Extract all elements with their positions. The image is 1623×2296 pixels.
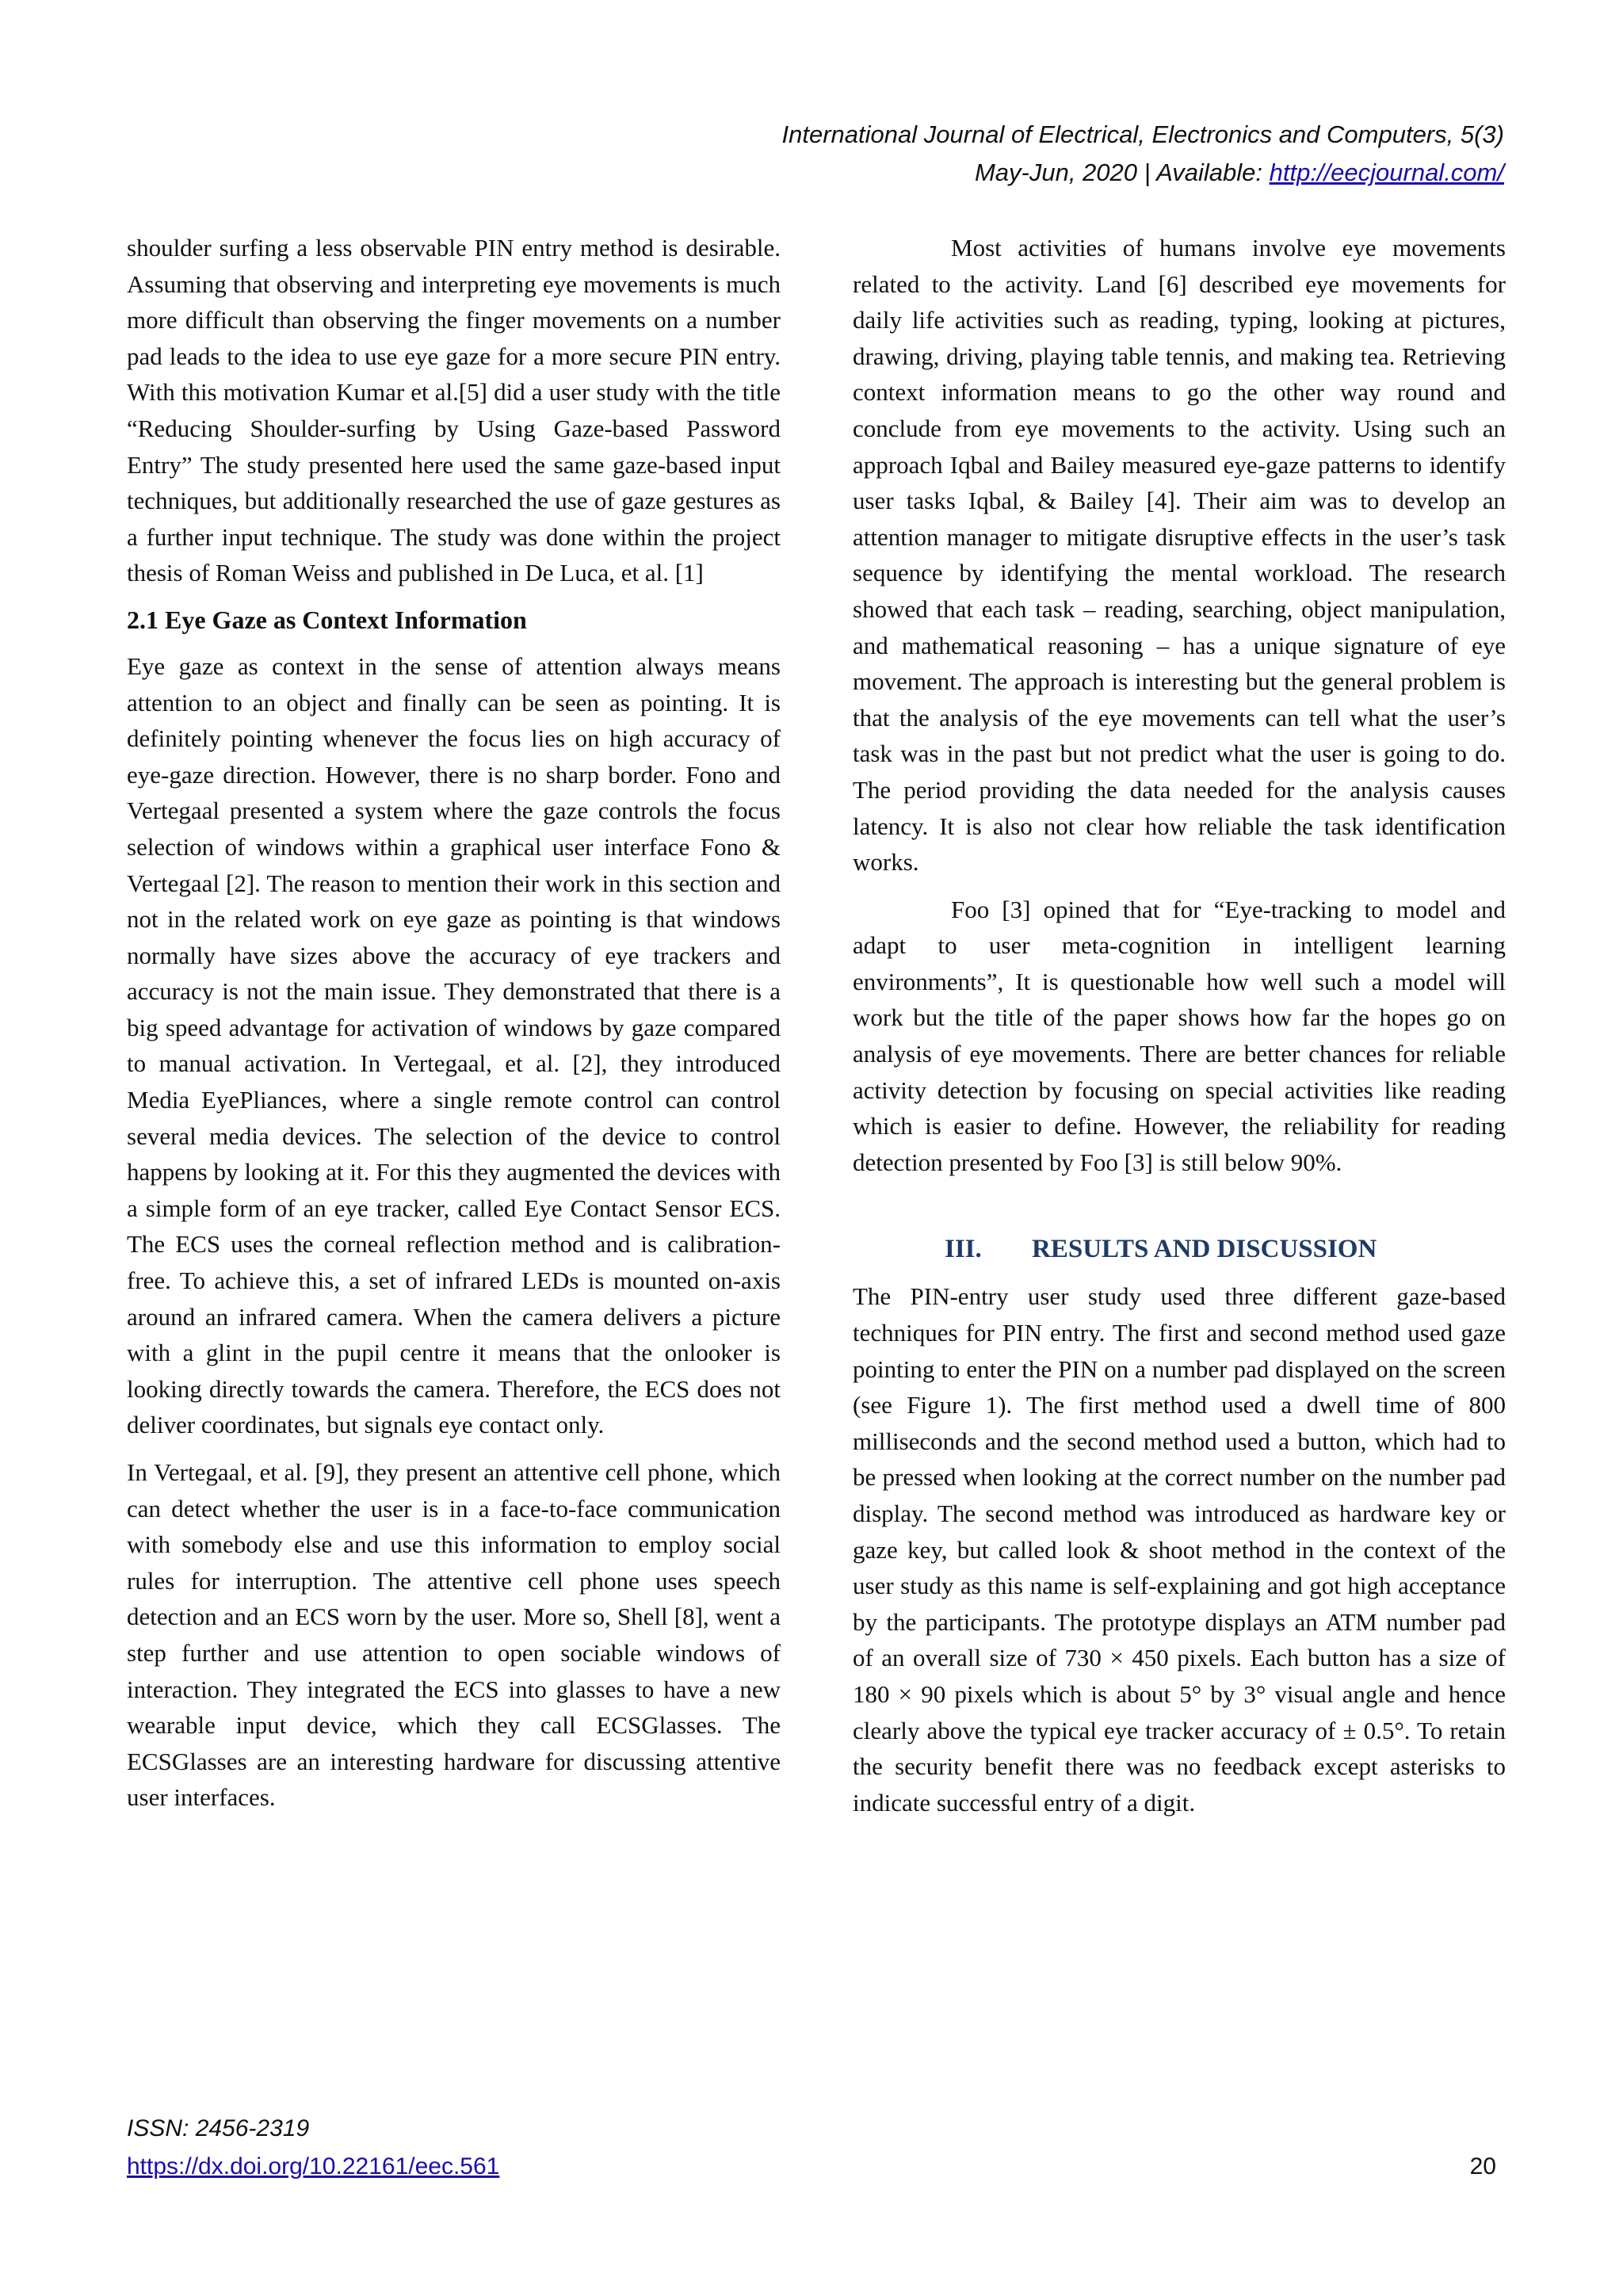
left-column — [127, 230, 781, 1827]
journal-url-link[interactable]: http://eecjournal.com/ — [1269, 159, 1504, 186]
left-paragraph-2: Eye gaze as context in the sense of attention always means attention to an object and finally can be seen as pointing. It is definitely pointing whenever the focus lies on high accuracy of eye-gaze direction. However, there is no sharp border. Fono and Vertegaal presented a system where the gaze controls the focus selection of windows within a graphical user interface Fono & Vertegaal [2]. The reason to mention their work in this section and not in the related work on eye gaze as pointing is that windows normally have sizes above the accuracy of eye trackers and accuracy is not the main issue. They demonstrated that there is a big speed advantage for activation of windows by gaze compared to manual activation. In Vertegaal, et al. [2], they introduced Media EyePliances, where a single remote control can control several media devices. The selection of the device to control happens by looking at it. For this they augmented the devices with a simple form of an eye tracker, called Eye Contact Sensor ECS. The ECS uses the corneal reflection method and is calibration-free. To achieve this, a set of infrared LEDs is mounted on-axis around an infrared camera. When the camera delivers a picture with a glint in the pupil centre it means that the onlooker is looking directly towards the camera. Therefore, the ECS does not deliver coordinates, but signals eye contact only. — [127, 651, 781, 1439]
left-paragraph-3: In Vertegaal, et al. [9], they present an attentive cell phone, which can detect whether the user is in a face-to-face communication with somebody else and use this information to employ social rules for interruption. The attentive cell phone uses speech detection and an ECS worn by the user. More so, Shell [8], went a step further and use attention to open sociable windows of interaction. They integrated the ECS into glasses to have a new wearable input device, which they call ECSGlasses. The ECSGlasses are an interesting hardware for discussing attentive user interfaces. — [127, 1458, 781, 1812]
right-paragraph-3: The PIN-entry user study used three different gaze-based techniques for PIN entry. The first and second method used gaze pointing to enter the PIN on a number pad displayed on the screen (see Figure 1). The first method used a dwell time of 800 milliseconds and the second method used a button, which had to be pressed when looking at the correct number on the number pad display. The second method was introduced as hardware key or gaze key, but called look & shoot method in the context of the user study as this name is self-explaining and got high acceptance by the participants. The prototype displays an ATM number pad of an overall size of 730 × 450 pixels. Each button has a size of 180 × 90 pixels which is about 5° by 3° visual angle and hence clearly above the typical eye tracker accuracy of ± 0.5°. To retain the security benefit there was no feedback except asterisks to indicate successful entry of a digit. — [853, 1282, 1506, 1817]
section-number: III. — [945, 1235, 982, 1264]
section-title: RESULTS AND DISCUSSION — [1032, 1235, 1377, 1264]
issn: ISSN: 2456-2319 — [127, 2115, 310, 2141]
right-paragraph-2: Foo [3] opined that for “Eye-tracking to model and adapt to user meta-cognition in intelligent learning environments”, It is questionable how well such a model will work but the title of the paper shows how far the hopes go on analysis of eye movements. There are better chances for reliable activity detection by focusing on special activities like reading which is easier to define. However, the reliability for reading detection presented by Foo [3] is still below 90%. — [853, 895, 1506, 1176]
page-footer — [127, 2110, 499, 2186]
right-column — [853, 230, 1506, 1832]
journal-title: International Journal of Electrical, Electronics and Computers, 5(3) — [781, 120, 1504, 148]
right-paragraph-1: Most activities of humans involve eye movements related to the activity. Land [6] described eye movements for daily life activities such as reading, typing, looking at pictures, drawing, driving, playing table tennis, and making tea. Retrieving context information means to go the other way round and conclude from eye movements to the activity. Using such an approach Iqbal and Bailey measured eye-gaze patterns to identify user tasks Iqbal, & Bailey [4]. Their aim was to develop an attention manager to mitigate disruptive effects in the user’s task sequence by identifying the mental workload. The research showed that each task – reading, searching, object manipulation, and mathematical reasoning – has a unique signature of eye movement. The approach is interesting but the general problem is that the analysis of the eye movements can tell what the user’s task was in the past but not predict what the user is going to do. The period providing the data needed for the analysis causes latency. It is also not clear how reliable the task identification works. — [853, 234, 1506, 877]
section-heading — [853, 1231, 1506, 1267]
doi-link[interactable]: https://dx.doi.org/10.22161/eec.561 — [127, 2153, 500, 2179]
page-header — [782, 116, 1505, 192]
subsection-heading: 2.1 Eye Gaze as Context Information — [127, 605, 527, 634]
page-number: 20 — [1469, 2153, 1496, 2179]
issue-line — [782, 154, 1505, 192]
issue-date: May-Jun, 2020 | Available: — [974, 159, 1270, 186]
left-paragraph-1: shoulder surfing a less observable PIN entry method is desirable. Assuming that observing and interpreting eye movements is much more difficult than observing the finger movements on a number pad leads to the idea to use eye gaze for a more secure PIN entry. With this motivation Kumar et al.[5] did a user study with the title “Reducing Shoulder-surfing by Using Gaze-based Password Entry” The study presented here used the same gaze-based input techniques, but additionally researched the use of gaze gestures as a further input technique. The study was done within the project thesis of Roman Weiss and published in De Luca, et al. [1] — [127, 234, 781, 587]
